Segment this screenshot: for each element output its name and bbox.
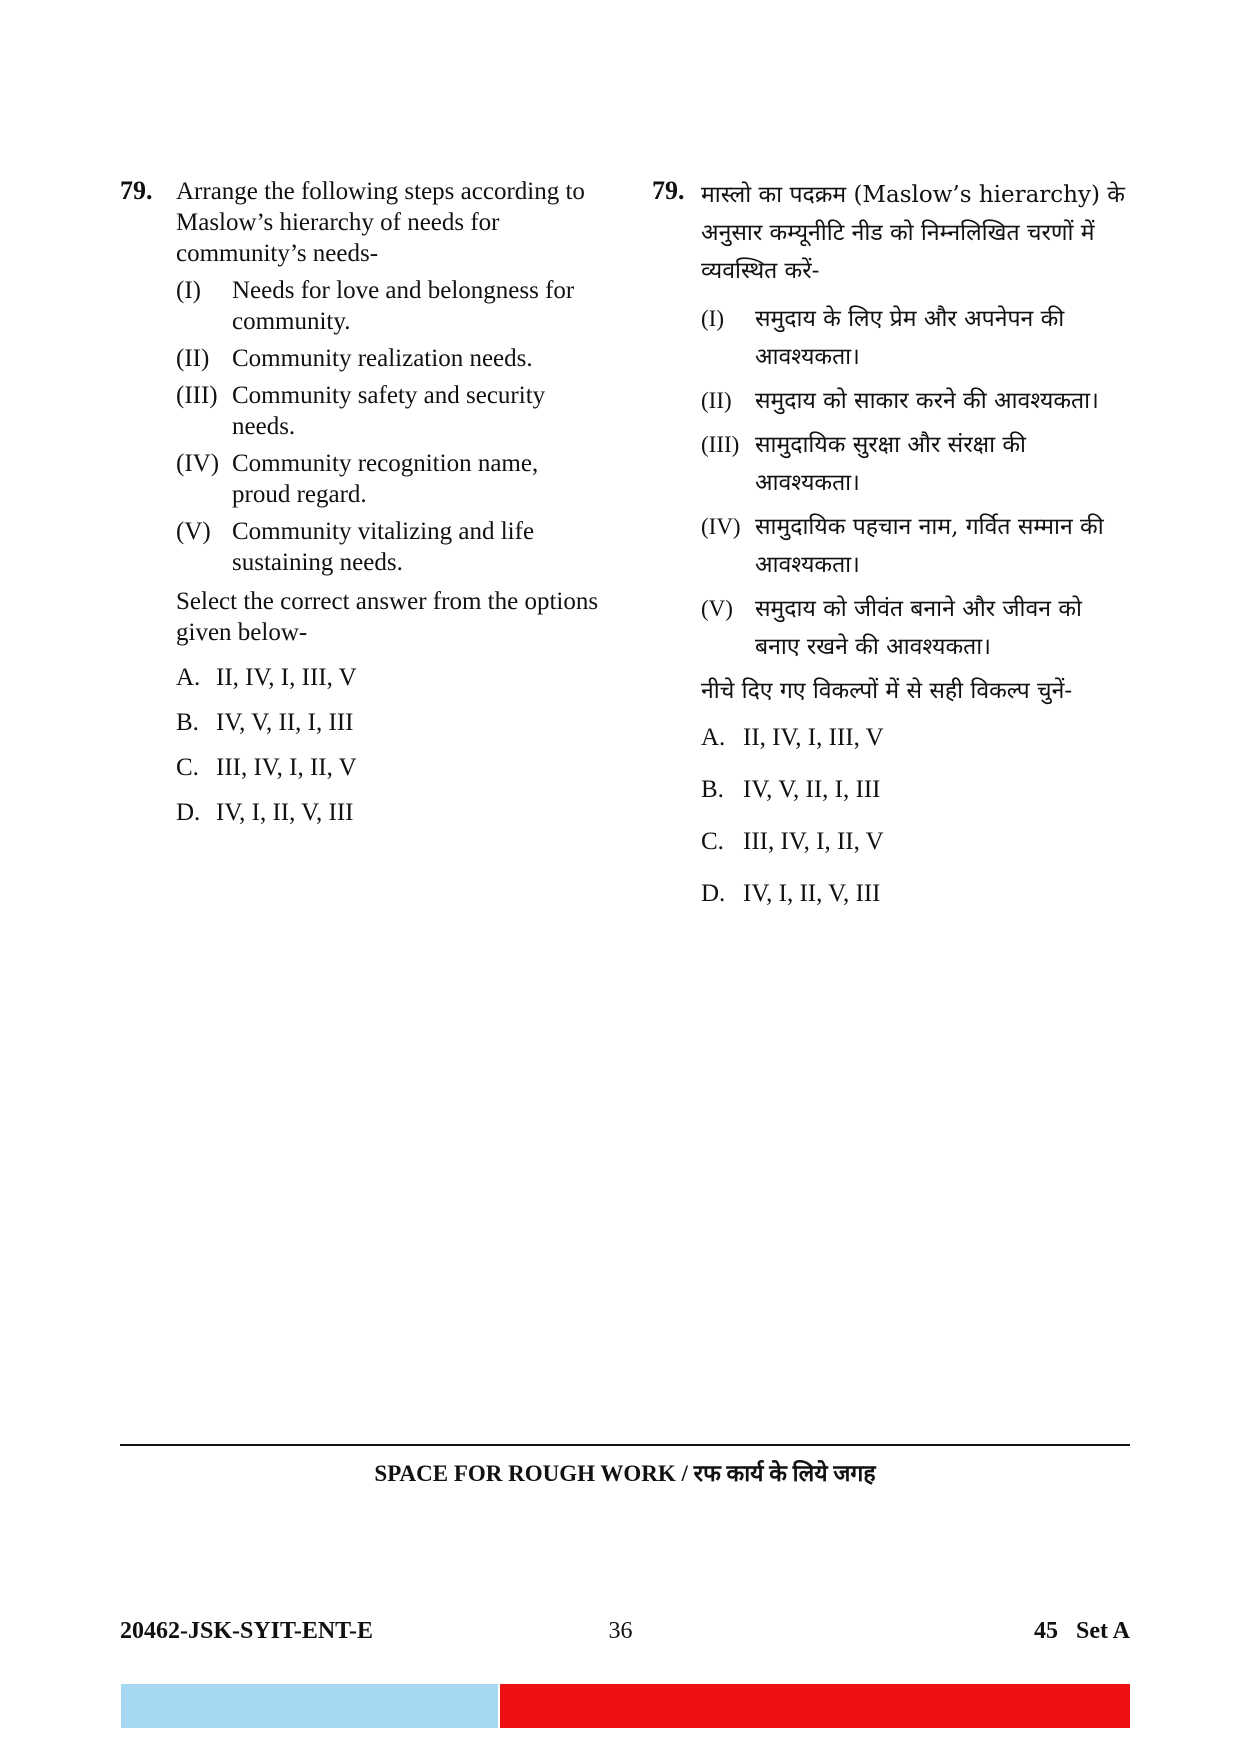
list-item: [176, 275, 600, 337]
color-bar-red: [500, 1684, 1130, 1728]
option-b: [176, 707, 600, 738]
divider: [120, 1444, 1130, 1446]
item-text: समुदाय को जीवंत बनाने और जीवन को बनाए रखने की आवश्यकता।: [755, 596, 1082, 660]
option-text: III, IV, I, II, V: [743, 828, 884, 855]
item-number: (I): [701, 306, 724, 331]
option-list: [176, 662, 600, 828]
item-text: Community recognition name, proud regard.: [232, 450, 539, 508]
item-text: Community realization needs.: [232, 345, 533, 372]
list-item: [176, 516, 600, 578]
item-number: (V): [701, 596, 733, 621]
rough-work-heading: SPACE FOR ROUGH WORK / रफ कार्य के लिये जगह: [374, 1461, 876, 1486]
option-label: B.: [701, 776, 724, 803]
list-item: [701, 426, 1132, 502]
option-text: IV, I, II, V, III: [743, 880, 881, 907]
question-stem: मास्लो का पदक्रम (Maslow’s hierarchy) के अनुसार कम्यूनीटि नीड को निम्नलिखित चरणों में व्यवस्थित करें-: [701, 182, 1125, 284]
item-list: [701, 300, 1132, 666]
instruction-text: Select the correct answer from the options given below-: [176, 588, 599, 646]
option-label: D.: [176, 799, 201, 826]
page-number: 36: [608, 1618, 633, 1644]
question-stem: Arrange the following steps according to Maslow’s hierarchy of needs for community’s needs-: [176, 178, 585, 267]
color-bar-blue: [121, 1684, 498, 1728]
paper-code: 20462-JSK-SYIT-ENT-E: [120, 1618, 373, 1644]
item-number: (III): [701, 432, 740, 457]
item-text: समुदाय के लिए प्रेम और अपनेपन की आवश्यकता।: [755, 306, 1065, 370]
option-label: A.: [176, 664, 201, 691]
option-b: [701, 774, 1132, 805]
option-d: [701, 878, 1132, 909]
item-text: Community safety and security needs.: [232, 382, 546, 440]
list-item: [701, 590, 1132, 666]
item-list: [176, 275, 600, 578]
option-text: IV, I, II, V, III: [216, 799, 354, 826]
item-number: (II): [176, 345, 210, 372]
question-hindi: [652, 176, 1132, 930]
set-label: 45 Set A: [1034, 1618, 1130, 1644]
option-text: III, IV, I, II, V: [216, 754, 357, 781]
item-text: सामुदायिक सुरक्षा और संरक्षा की आवश्यकता।: [755, 432, 1026, 496]
option-c: [176, 752, 600, 783]
instruction-text: नीचे दिए गए विकल्पों में से सही विकल्प चुनें-: [701, 678, 1073, 704]
list-item: [701, 382, 1132, 420]
item-number: (III): [176, 382, 218, 409]
option-list: [701, 722, 1132, 909]
option-d: [176, 797, 600, 828]
question-number: 79.: [120, 176, 153, 205]
item-number: (II): [701, 388, 732, 413]
option-label: B.: [176, 709, 199, 736]
question-number: 79.: [652, 176, 685, 205]
option-c: [701, 826, 1132, 857]
list-item: [176, 448, 600, 510]
item-number: (IV): [176, 450, 220, 477]
list-item: [176, 380, 600, 442]
option-a: [176, 662, 600, 693]
option-label: A.: [701, 724, 726, 751]
item-text: Community vitalizing and life sustaining needs.: [232, 518, 535, 576]
item-number: (V): [176, 518, 211, 545]
option-text: IV, V, II, I, III: [743, 776, 881, 803]
question-english: [120, 176, 600, 842]
option-label: D.: [701, 880, 726, 907]
option-text: IV, V, II, I, III: [216, 709, 354, 736]
item-number: (I): [176, 277, 201, 304]
item-number: (IV): [701, 514, 741, 539]
option-a: [701, 722, 1132, 753]
item-text: समुदाय को साकार करने की आवश्यकता।: [755, 388, 1099, 414]
option-text: II, IV, I, III, V: [743, 724, 884, 751]
item-text: सामुदायिक पहचान नाम, गर्वित सम्मान की आवश्यकता।: [755, 514, 1104, 578]
list-item: [701, 508, 1132, 584]
option-text: II, IV, I, III, V: [216, 664, 357, 691]
list-item: [701, 300, 1132, 376]
option-label: C.: [701, 828, 724, 855]
list-item: [176, 343, 600, 374]
option-label: C.: [176, 754, 199, 781]
item-text: Needs for love and belongness for community.: [232, 277, 575, 335]
